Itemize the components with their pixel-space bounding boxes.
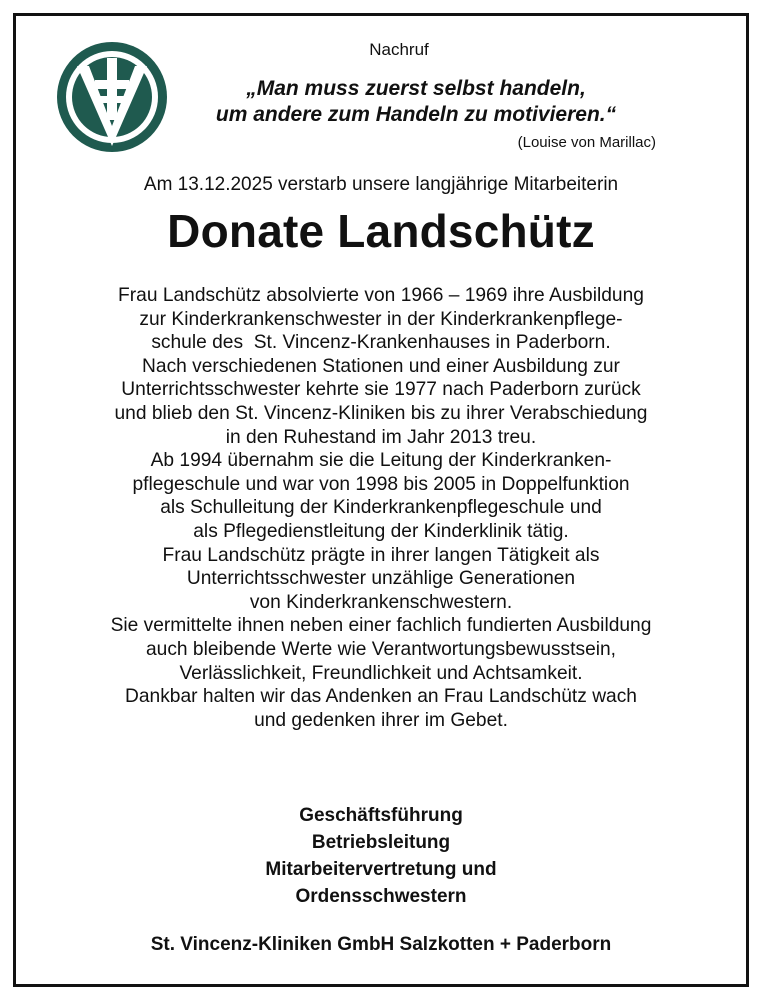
quote-line: „Man muss zuerst selbst handeln, (246, 77, 586, 100)
obituary-frame (13, 13, 749, 987)
signer: Betriebsleitung (311, 832, 451, 853)
body-line: pflegeschule und war von 1998 bis 2005 in Doppelfunktion (132, 473, 630, 495)
signer: Geschäftsführung (299, 805, 463, 826)
body-line: und gedenken ihrer im Gebet. (254, 709, 508, 731)
body-line: Unterrichtsschwester unzählige Generationen (186, 568, 576, 590)
body-line: Frau Landschütz prägte in ihrer langen Tätigkeit als (162, 544, 600, 566)
body-line: Sie vermittelte ihnen neben einer fachlich fundierten Ausbildung (110, 615, 652, 637)
obituary-title: Nachruf (369, 40, 429, 59)
signer: Ordensschwestern (295, 886, 467, 907)
body-line: in den Ruhestand im Jahr 2013 treu. (225, 426, 537, 448)
body-line: Ab 1994 übernahm sie die Leitung der Kinderkranken- (150, 450, 612, 472)
body-line: von Kinderkrankenschwestern. (249, 591, 513, 613)
body-line: als Pflegedienstleitung der Kinderklinik tätig. (193, 520, 569, 542)
organization-name: St. Vincenz-Kliniken GmbH Salzkotten + Paderborn (150, 934, 612, 955)
body-line: Unterrichtsschwester kehrte sie 1977 nach Paderborn zurück (121, 379, 641, 401)
body-line: zur Kinderkrankenschwester in der Kinderkrankenpflege- (139, 308, 623, 330)
quote (166, 76, 666, 128)
obituary-body (16, 284, 746, 732)
quote-author: (Louise von Marillac) (517, 134, 656, 151)
vincentian-cross-logo-icon (55, 40, 169, 154)
body-line: Frau Landschütz absolvierte von 1966 – 1969 ihre Ausbildung (118, 285, 644, 306)
body-line: und blieb den St. Vincenz-Kliniken bis zu ihrer Verabschiedung (114, 402, 648, 424)
death-announcement: Am 13.12.2025 verstarb unsere langjährige Mitarbeiterin (143, 174, 619, 195)
body-line: schule des St. Vincenz-Krankenhauses in Paderborn. (151, 332, 611, 354)
body-line: Verlässlichkeit, Freundlichkeit und Achtsamkeit. (179, 662, 583, 684)
signer: Mitarbeitervertretung und (265, 859, 497, 880)
body-line: auch bleibende Werte wie Verantwortungsbewusstsein, (145, 638, 617, 660)
quote-line: um andere zum Handeln zu motivieren.“ (215, 103, 617, 126)
signers (16, 802, 746, 910)
body-line: Nach verschiedenen Stationen und einer Ausbildung zur (142, 355, 620, 377)
body-line: Dankbar halten wir das Andenken an Frau Landschütz wach (125, 686, 637, 708)
body-line: als Schulleitung der Kinderkrankenpflegeschule und (160, 497, 602, 519)
deceased-name: Donate Landschütz (167, 205, 595, 257)
